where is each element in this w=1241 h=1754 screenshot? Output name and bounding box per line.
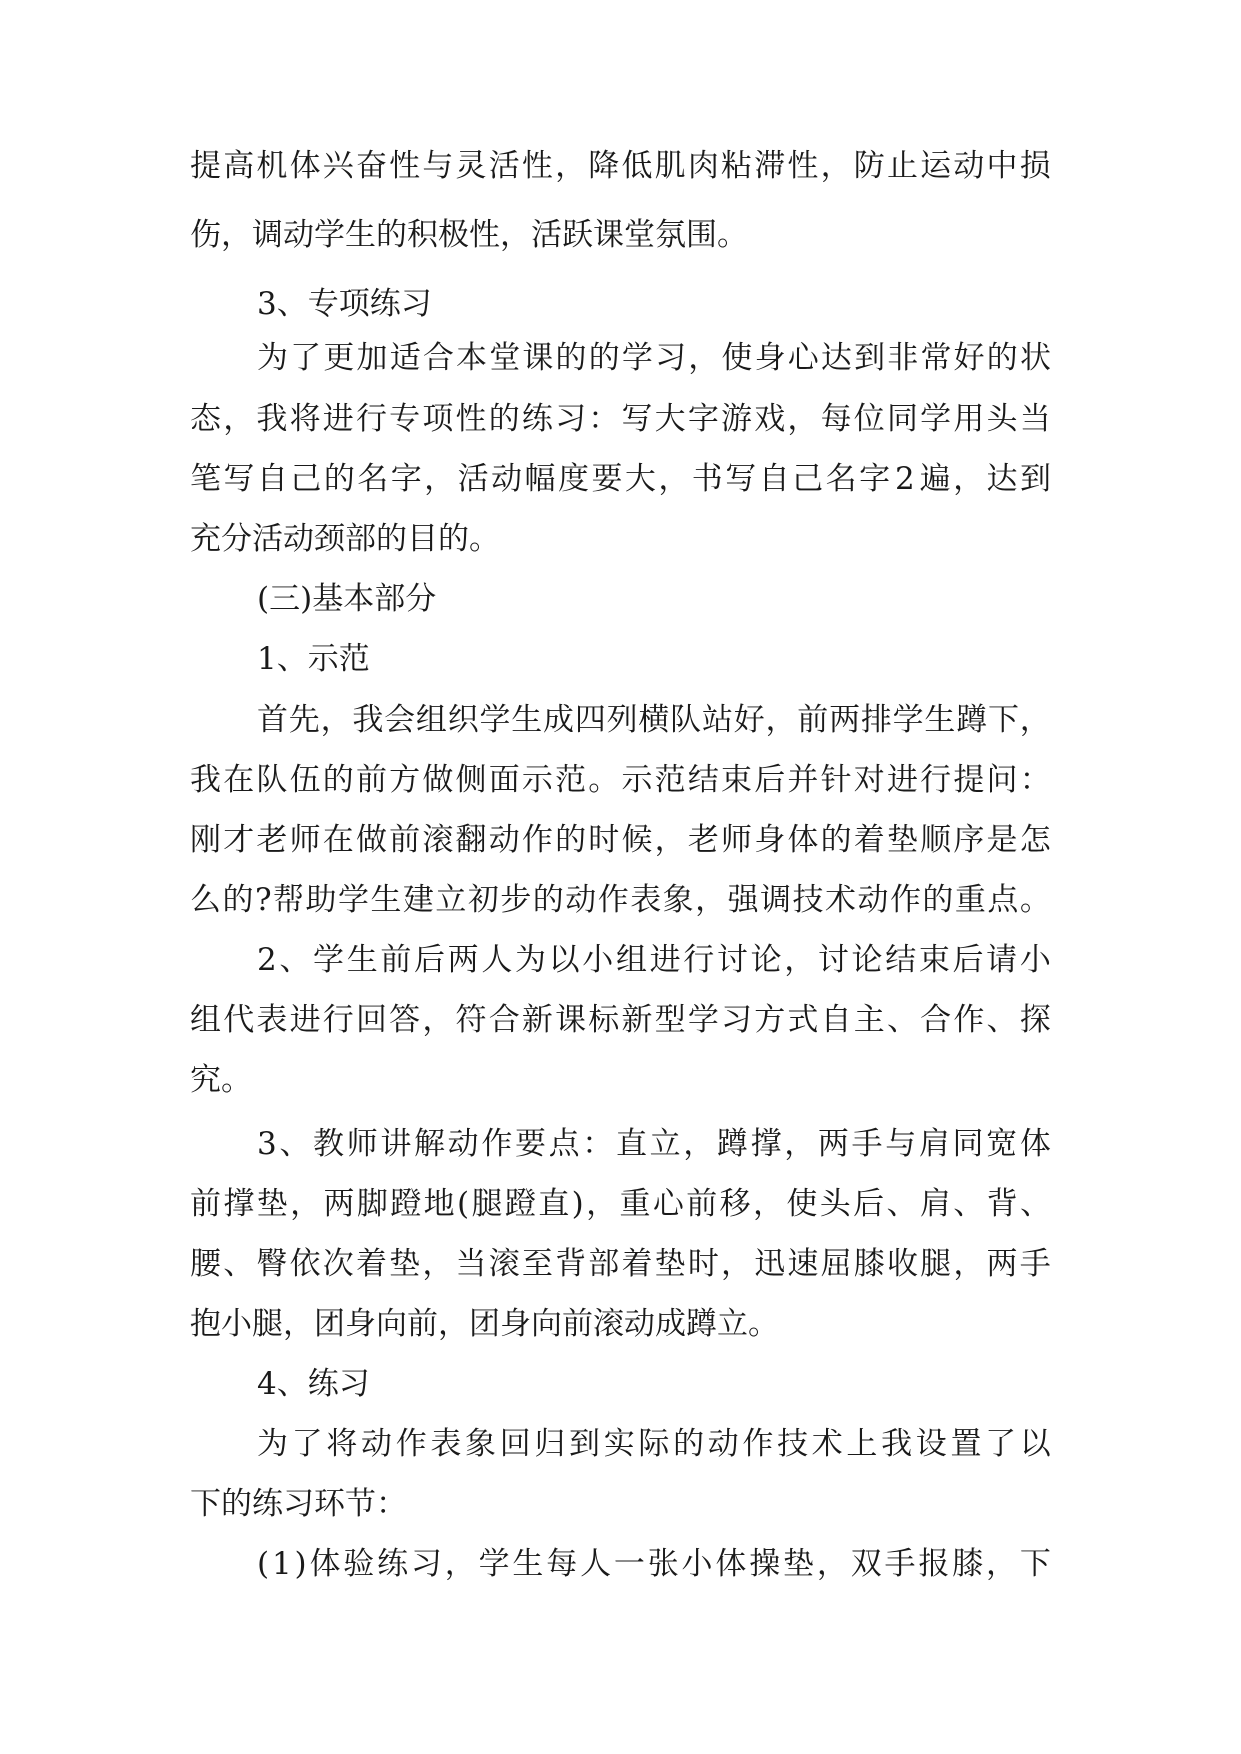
text-line: 我 在 队 伍 的 前 方 做 侧 面 示 范 。 示 范 结 束 后 并 针 对 进 行 提 问 ： — [190, 762, 1051, 798]
paragraph-line — [0, 866, 1241, 935]
section-heading — [0, 1350, 1241, 1419]
paragraph-line — [0, 505, 1241, 574]
paragraph-line — [0, 132, 1241, 201]
paragraph-line — [0, 1410, 1241, 1479]
text-line: 2 、 学 生 前 后 两 人 为 以 小 组 进 行 讨 论 ， 讨 论 结 束 后 请 小 — [257, 942, 1051, 978]
paragraph-line — [0, 1530, 1241, 1599]
paragraph-line — [0, 1470, 1241, 1539]
text-line: 刚 才 老 师 在 做 前 滚 翻 动 作 的 时 候 ， 老 师 身 体 的 着 垫 顺 序 是 怎 — [190, 822, 1051, 858]
text-line: 充分活动颈部的目的。 — [190, 521, 500, 557]
text-line: 前 撑 垫 ， 两 脚 蹬 地 ( 腿 蹬 直 ) ， 重 心 前 移 ， 使 头 后 、 肩 、 背 、 — [190, 1186, 1051, 1222]
paragraph-line — [0, 686, 1241, 755]
text-line: 腰 、 臀 依 次 着 垫 ， 当 滚 至 背 部 着 垫 时 ， 迅 速 屈 膝 收 腿 ， 两 手 — [190, 1246, 1051, 1282]
text-line: 笔 写 自 己 的 名 字 ， 活 动 幅 度 要 大 ， 书 写 自 己 名 字 2 遍 ， 达 到 — [190, 461, 1051, 497]
text-line: 态 ， 我 将 进 行 专 项 性 的 练 习 ： 写 大 字 游 戏 ， 每 位 同 学 用 头 当 — [190, 401, 1051, 437]
text-line: 3 、 教 师 讲 解 动 作 要 点 ： 直 立 ， 蹲 撑 ， 两 手 与 肩 同 宽 体 — [257, 1126, 1051, 1162]
paragraph-line — [0, 746, 1241, 815]
text-line: 抱小腿，团身向前，团身向前滚动成蹲立。 — [190, 1306, 779, 1342]
text-line: 伤，调动学生的积极性，活跃课堂氛围。 — [190, 217, 748, 253]
paragraph-line — [0, 324, 1241, 393]
text-line: 为 了 更 加 适 合 本 堂 课 的 的 学 习 ， 使 身 心 达 到 非 常 好 的 状 — [257, 340, 1051, 376]
section-heading — [0, 565, 1241, 634]
section-heading — [0, 625, 1241, 694]
text-line: 组 代 表 进 行 回 答 ， 符 合 新 课 标 新 型 学 习 方 式 自 主 、 合 作 、 探 — [190, 1002, 1051, 1038]
paragraph-line — [0, 201, 1241, 270]
paragraph-line — [0, 1290, 1241, 1359]
paragraph-line — [0, 926, 1241, 995]
text-line: 么 的 ? 帮 助 学 生 建 立 初 步 的 动 作 表 象 ， 强 调 技 术 动 作 的 重 点 。 — [190, 882, 1051, 918]
paragraph-line — [0, 1110, 1241, 1179]
paragraph-line — [0, 986, 1241, 1055]
text-line: 3、专项练习 — [257, 286, 432, 322]
paragraph-line — [0, 806, 1241, 875]
text-line: 究。 — [190, 1062, 252, 1098]
text-line: ( 1 ) 体 验 练 习 ， 学 生 每 人 一 张 小 体 操 垫 ， 双 手 报 膝 ， 下 — [257, 1546, 1051, 1582]
paragraph-line — [0, 385, 1241, 454]
paragraph-line — [0, 1230, 1241, 1299]
paragraph-line — [0, 1046, 1241, 1115]
text-line: 为 了 将 动 作 表 象 回 归 到 实 际 的 动 作 技 术 上 我 设 置 了 以 — [257, 1426, 1051, 1462]
text-line: 下的练习环节： — [190, 1486, 407, 1522]
text-line: 首 先 ， 我 会 组 织 学 生 成 四 列 横 队 站 好 ， 前 两 排 学 生 蹲 下 ， — [257, 702, 1051, 738]
text-line: 提 高 机 体 兴 奋 性 与 灵 活 性 ， 降 低 肌 肉 粘 滞 性 ， 防 止 运 动 中 损 — [190, 148, 1051, 184]
paragraph-line — [0, 445, 1241, 514]
text-line: 1、示范 — [257, 641, 370, 677]
text-line: (三)基本部分 — [257, 581, 437, 617]
paragraph-line — [0, 1170, 1241, 1239]
text-line: 4、练习 — [257, 1366, 370, 1402]
